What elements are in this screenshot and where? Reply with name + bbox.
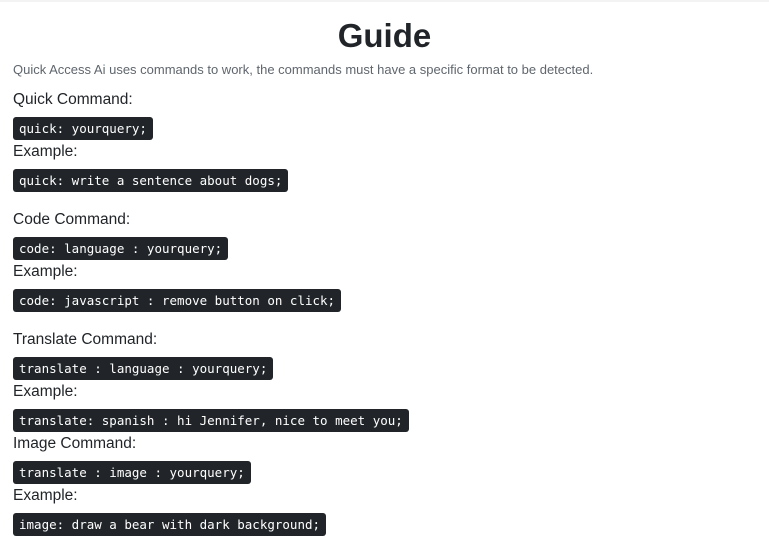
image-example-label: Example: bbox=[13, 487, 78, 504]
translate-command-heading: Translate Command: bbox=[13, 331, 158, 348]
image-command-syntax: translate : image : yourquery; bbox=[13, 461, 251, 484]
image-command-example: image: draw a bear with dark background; bbox=[13, 513, 326, 536]
quick-command-syntax: quick: yourquery; bbox=[13, 117, 153, 140]
code-command-heading: Code Command: bbox=[13, 211, 131, 228]
code-example-label: Example: bbox=[13, 263, 78, 280]
translate-command-syntax: translate : language : yourquery; bbox=[13, 357, 273, 380]
guide-intro: Quick Access Ai uses commands to work, the commands must have a specific format to be detected. bbox=[13, 62, 594, 77]
quick-example-label: Example: bbox=[13, 143, 78, 160]
translate-command-example: translate: spanish : hi Jennifer, nice to meet you; bbox=[13, 409, 409, 432]
page-title: Guide bbox=[337, 17, 432, 54]
quick-command-heading: Quick Command: bbox=[13, 91, 133, 108]
code-command-example: code: javascript : remove button on click; bbox=[13, 289, 341, 312]
code-command-syntax: code: language : yourquery; bbox=[13, 237, 228, 260]
translate-example-label: Example: bbox=[13, 383, 78, 400]
quick-command-example: quick: write a sentence about dogs; bbox=[13, 169, 288, 192]
image-command-heading: Image Command: bbox=[13, 435, 137, 452]
top-divider bbox=[0, 0, 769, 2]
